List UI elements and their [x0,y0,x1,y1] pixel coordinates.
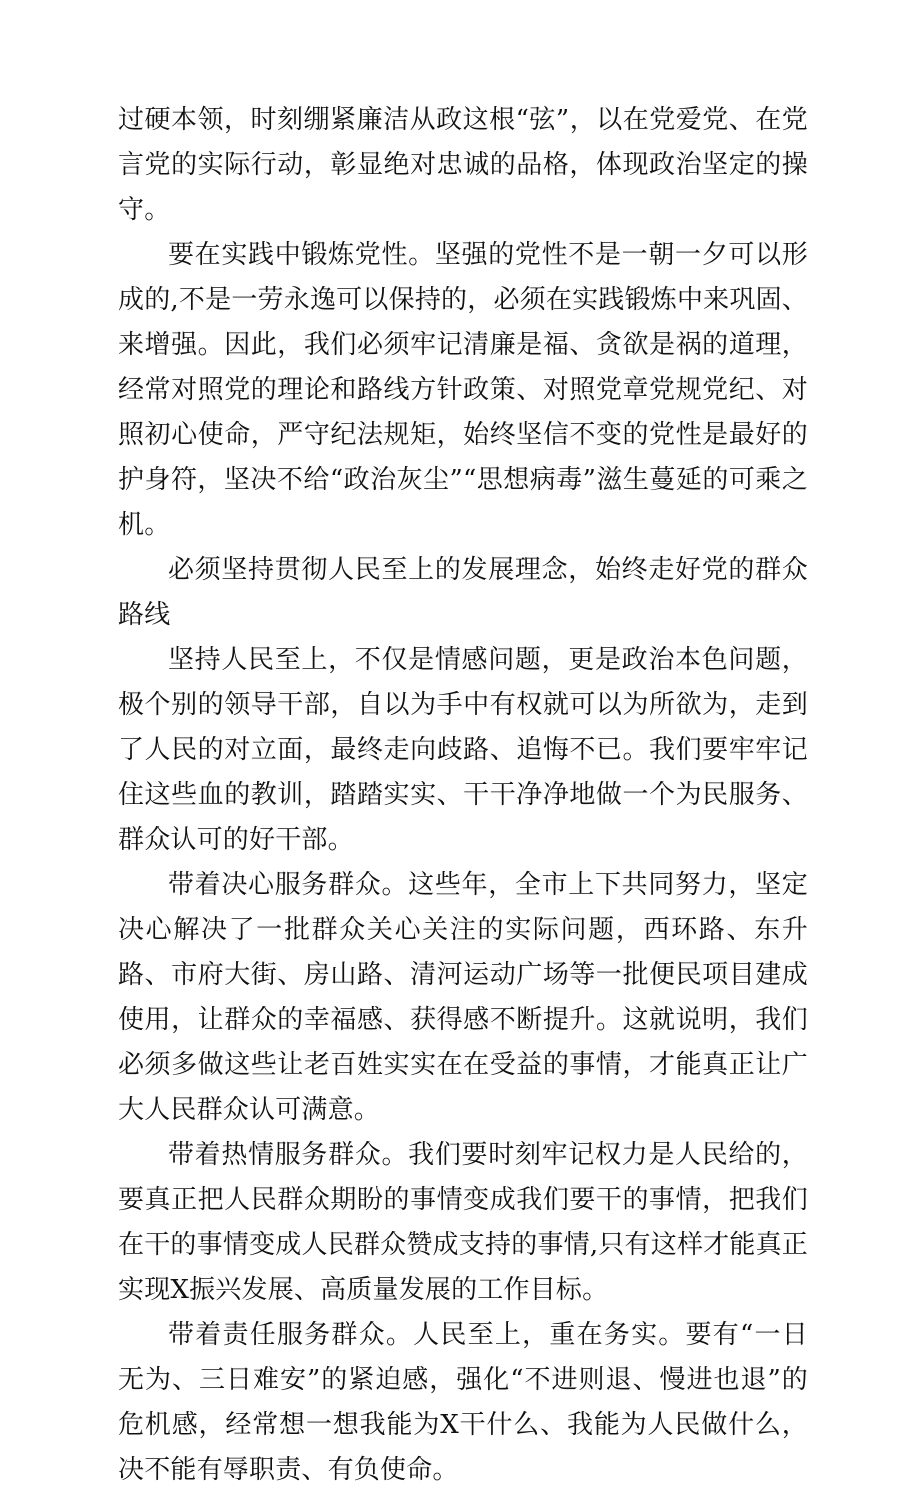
document-body [118,98,808,1493]
paragraph-3: 坚持人民至上，不仅是情感问题，更是政治本色问题，极个别的领导干部，自以为手中有权就可以为所欲为，走到了人民的对立面，最终走向歧路、追悔不已。我们要牢牢记住这些血的教训，踏踏实实、干干净净地做一个为民服务、群众认可的好干部。 [118,645,808,855]
section-heading: 必须坚持贯彻人民至上的发展理念，始终走好党的群众路线 [118,555,808,630]
paragraph-5: 带着热情服务群众。我们要时刻牢记权力是人民给的，要真正把人民群众期盼的事情变成我们要干的事情，把我们在干的事情变成人民群众赞成支持的事情,只有这样才能真正实现X振兴发展、高质量发展的工作目标。 [118,1140,808,1305]
paragraph-6: 带着责任服务群众。人民至上，重在务实。要有“一日无为、三日难安”的紧迫感，强化“不进则退、慢进也退”的危机感，经常想一想我能为X干什么、我能为人民做什么，决不能有辱职责、有负使命。 [118,1320,808,1485]
paragraph-2: 要在实践中锻炼党性。坚强的党性不是一朝一夕可以形成的,不是一劳永逸可以保持的，必须在实践锻炼中来巩固、来增强。因此，我们必须牢记清廉是福、贪欲是祸的道理，经常对照党的理论和路线方针政策、对照党章党规党纪、对照初心使命，严守纪法规矩，始终坚信不变的党性是最好的护身符，坚决不给“政治灰尘”“思想病毒”滋生蔓延的可乘之机。 [118,240,808,540]
paragraph-4: 带着决心服务群众。这些年，全市上下共同努力，坚定决心解决了一批群众关心关注的实际问题，西环路、东升路、市府大街、房山路、清河运动广场等一批便民项目建成使用，让群众的幸福感、获得感不断提升。这就说明，我们必须多做这些让老百姓实实在在受益的事情，才能真正让广大人民群众认可满意。 [118,870,808,1125]
paragraph-1: 过硬本领，时刻绷紧廉洁从政这根“弦”，以在党爱党、在党言党的实际行动，彰显绝对忠诚的品格，体现政治坚定的操守。 [118,105,808,225]
